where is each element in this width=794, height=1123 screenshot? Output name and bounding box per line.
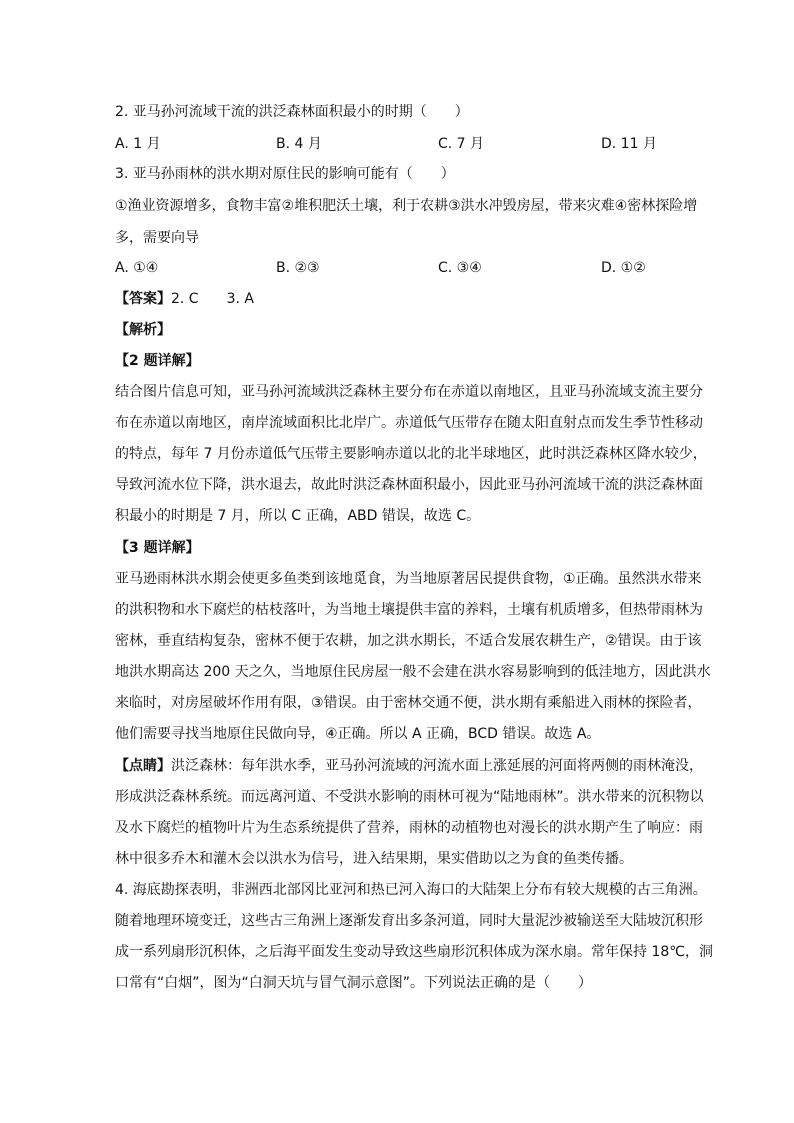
question-3-statements-line: 多，需要向导 [115,230,199,246]
detail-3-line: 的洪积物和水下腐烂的枯枝落叶，为当地土壤提供丰富的养料，土壤有机质增多，但热带雨林为 [115,602,703,618]
detail-3-line: 亚马逊雨林洪水期会使更多鱼类到该地觅食，为当地原著居民提供食物，①正确。虽然洪水带来 [115,571,702,587]
analysis-label: 【解析】 [115,322,171,338]
detail-2-line: 的特点，每年 7 月份赤道低气压带主要影响赤道以北的北半球地区，此时洪泛森林区降水较少， [115,446,707,462]
question-4-line: 成一系列扇形沉积体，之后海平面发生变动导致这些扇形沉积体成为深水扇。常年保持 18℃，洞 [115,944,713,960]
detail-3-line: 密林，垂直结构复杂，密林不便于农耕，加之洪水期长，不适合发展农耕生产，②错误。由于该 [115,633,702,649]
option-d: D. ①② [601,260,646,276]
detail-2-line: 导致河流水位下降，洪水退去，故此时洪泛森林面积最小，因此亚马孙河流域干流的洪泛森林面 [115,477,703,493]
detail-3-line: 来临时，对房屋破坏作用有限，③错误。由于密林交通不便，洪水期有乘船进入雨林的探险者， [115,695,702,711]
option-d: D. 11 月 [601,136,657,152]
tip-line: 形成洪泛森林系统。而远离河道、不受洪水影响的雨林可视为“陆地雨林”。洪水带来的沉积物以 [115,789,704,805]
question-3-statements-line: ①渔业资源增多，食物丰富②堆积肥沃土壤，利于农耕③洪水冲毁房屋，带来灾难④密林探险增 [115,198,698,214]
answer-text: 2. C 3. A [171,291,254,307]
option-c: C. 7 月 [438,136,485,152]
question-4-line: 随着地理环境变迁，这些古三角洲上逐渐发育出多条河道，同时大量泥沙被输送至大陆坡沉积形 [115,913,703,929]
question-4-line: 口常有“白烟”，图为“白洞天坑与冒气洞示意图”。下列说法正确的是（ ） [115,975,593,991]
tip-text: 洪泛森林：每年洪水季，亚马孙河流域的河流水面上涨延展的河面将两侧的雨林淹没， [171,758,703,774]
detail-3-line: 他们需要寻找当地原住民做向导，④正确。所以 A 正确，BCD 错误。故选 A。 [115,726,601,742]
option-a: A. ①④ [115,260,159,276]
detail-2-line: 积最小的时期是 7 月，所以 C 正确，ABD 错误，故选 C。 [115,508,481,524]
option-a: A. 1 月 [115,136,161,152]
question-3-options [115,258,680,278]
tip-label: 【点睛】 [115,758,171,774]
detail-3-label: 【3 题详解】 [115,540,200,556]
detail-2-line: 布在赤道以南地区，南岸流域面积比北岸广。赤道低气压带存在随太阳直射点而发生季节性移动 [115,415,703,431]
tip-line: 及水下腐烂的植物叶片为生态系统提供了营养，雨林的动植物也对漫长的洪水期产生了响应：雨 [115,820,703,836]
answer-label: 【答案】 [115,291,171,307]
answer-line [115,289,680,309]
detail-2-line: 结合图片信息可知，亚马孙河流域洪泛森林主要分布在赤道以南地区，且亚马孙流域支流主要分 [115,384,703,400]
option-c: C. ③④ [438,260,482,276]
question-2-options [115,134,680,154]
option-b: B. 4 月 [276,136,322,152]
question-2-stem: 2. 亚马孙河流域干流的洪泛森林面积最小的时期（ ） [115,104,469,120]
detail-3-line: 地洪水期高达 200 天之久，当地原住民房屋一般不会建在洪水容易影响到的低洼地方，因此洪水 [115,664,711,680]
question-3-stem: 3. 亚马孙雨林的洪水期对原住民的影响可能有（ ） [115,166,455,182]
detail-2-label: 【2 题详解】 [115,353,200,369]
tip-line: 林中很多乔木和灌木会以洪水为信号，进入结果期，果实借助以之为食的鱼类传播。 [115,851,633,867]
question-4-line: 4. 海底勘探表明，非洲西北部冈比亚河和热已河入海口的大陆架上分布有较大规模的古三角洲。 [115,882,707,898]
tip-line [115,756,703,776]
option-b: B. ②③ [276,260,320,276]
